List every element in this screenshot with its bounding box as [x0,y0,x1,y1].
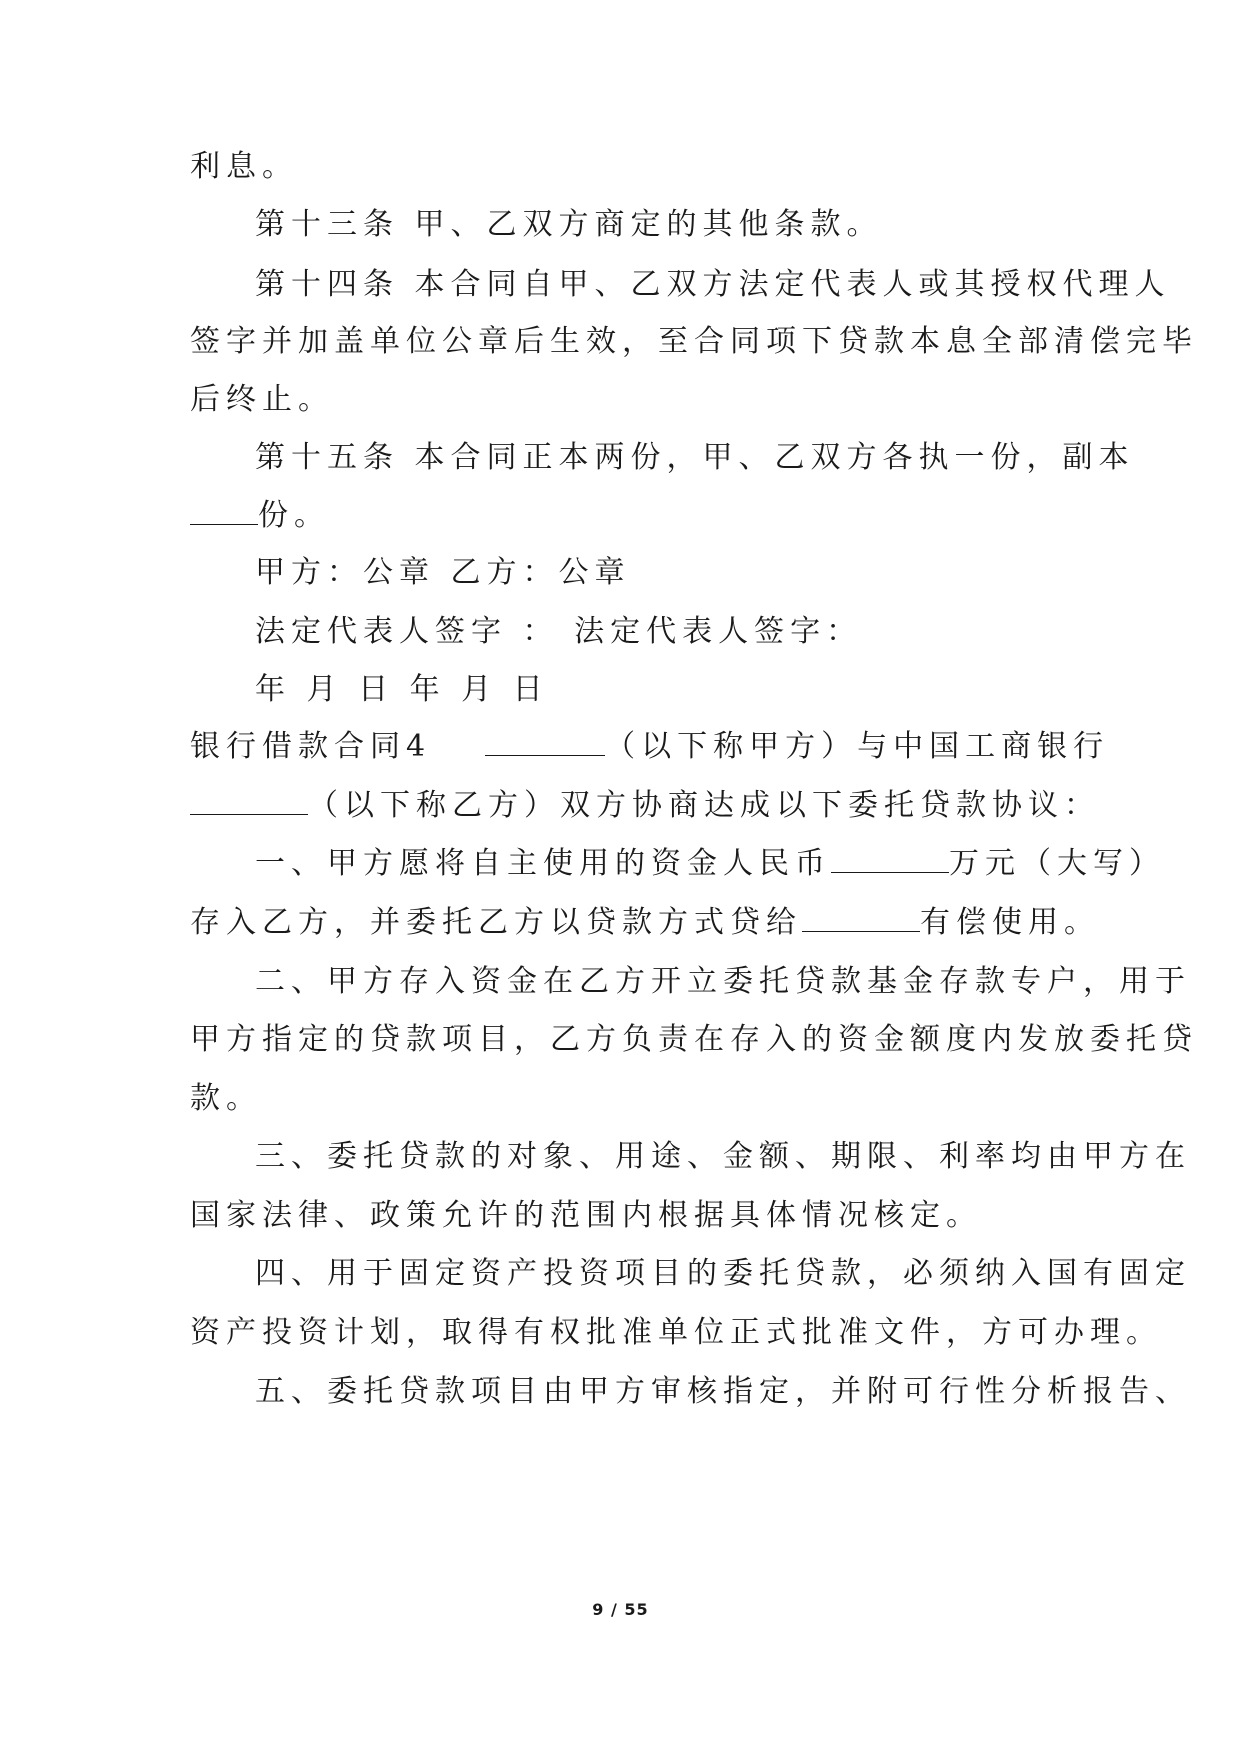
text-segment: 二、甲方存入资金在乙方开立委托贷款基金存款专户，用于 [255,964,1191,999]
text-line [255,670,1135,710]
text-line [190,380,1070,420]
text-line [190,786,1100,826]
text-line [190,1196,1070,1236]
text-line [190,496,1070,536]
text-line [255,1254,1191,1294]
text-segment: （以下称乙方）双方协商达成以下委托贷款协议： [308,788,1100,823]
text-segment: 第十三条 甲、乙双方商定的其他条款。 [255,207,883,242]
text-line [255,612,1135,652]
text-segment: 利息。 [190,149,298,184]
text-segment: 资产投资计划，取得有权批准单位正式批准文件，方可办理。 [190,1315,1162,1350]
text-segment: 签字并加盖单位公章后生效，至合同项下贷款本息全部清偿完毕 [190,324,1198,359]
text-segment: 甲方指定的贷款项目，乙方负责在存入的资金额度内发放委托贷 [190,1022,1198,1057]
fill-in-blank [485,729,605,756]
text-segment: 万元（大写） [949,846,1165,881]
text-line [190,322,1198,362]
text-line [255,962,1191,1002]
text-segment: 款。 [190,1081,262,1116]
text-line [190,1313,1162,1353]
text-segment: 第十五条 本合同正本两份，甲、乙双方各执一份，副本 [255,440,1135,475]
text-line [255,265,1171,305]
text-line [255,1137,1191,1177]
text-segment: 存入乙方，并委托乙方以贷款方式贷给 [190,905,802,940]
text-segment: 五、委托贷款项目由甲方审核指定，并附可行性分析报告、 [255,1374,1191,1409]
text-line [255,553,1135,593]
fill-in-blank [802,905,920,932]
text-segment: 有偿使用。 [920,905,1100,940]
text-segment: 后终止。 [190,382,334,417]
fill-in-blank [190,498,258,525]
section-heading: 银行借款合同4 [190,729,432,764]
text-line [190,1020,1198,1060]
text-line [190,903,1100,943]
text-segment: 甲方：公章 乙方：公章 [255,555,631,590]
fill-in-blank [190,788,308,815]
text-segment: 年 月 日 年 月 日 [255,672,549,707]
text-line [190,147,1070,187]
text-segment: 份。 [258,498,330,533]
page-number: 9 / 55 [592,1600,649,1619]
text-line [255,1372,1191,1412]
text-line [255,438,1135,478]
text-line [255,844,1165,884]
fill-in-blank [831,846,949,873]
text-segment: 一、甲方愿将自主使用的资金人民币 [255,846,831,881]
text-segment: （以下称甲方）与中国工商银行 [605,729,1110,764]
text-line [190,1079,1070,1119]
text-segment: 国家法律、政策允许的范围内根据具体情况核定。 [190,1198,982,1233]
text-segment: 第十四条 本合同自甲、乙双方法定代表人或其授权代理人 [255,267,1171,302]
text-segment: 法定代表人签字 ： 法定代表人签字： [255,614,863,649]
text-segment: 三、委托贷款的对象、用途、金额、期限、利率均由甲方在 [255,1139,1191,1174]
text-line [255,205,1135,245]
text-segment: 四、用于固定资产投资项目的委托贷款，必须纳入国有固定 [255,1256,1191,1291]
text-line [190,727,1110,767]
